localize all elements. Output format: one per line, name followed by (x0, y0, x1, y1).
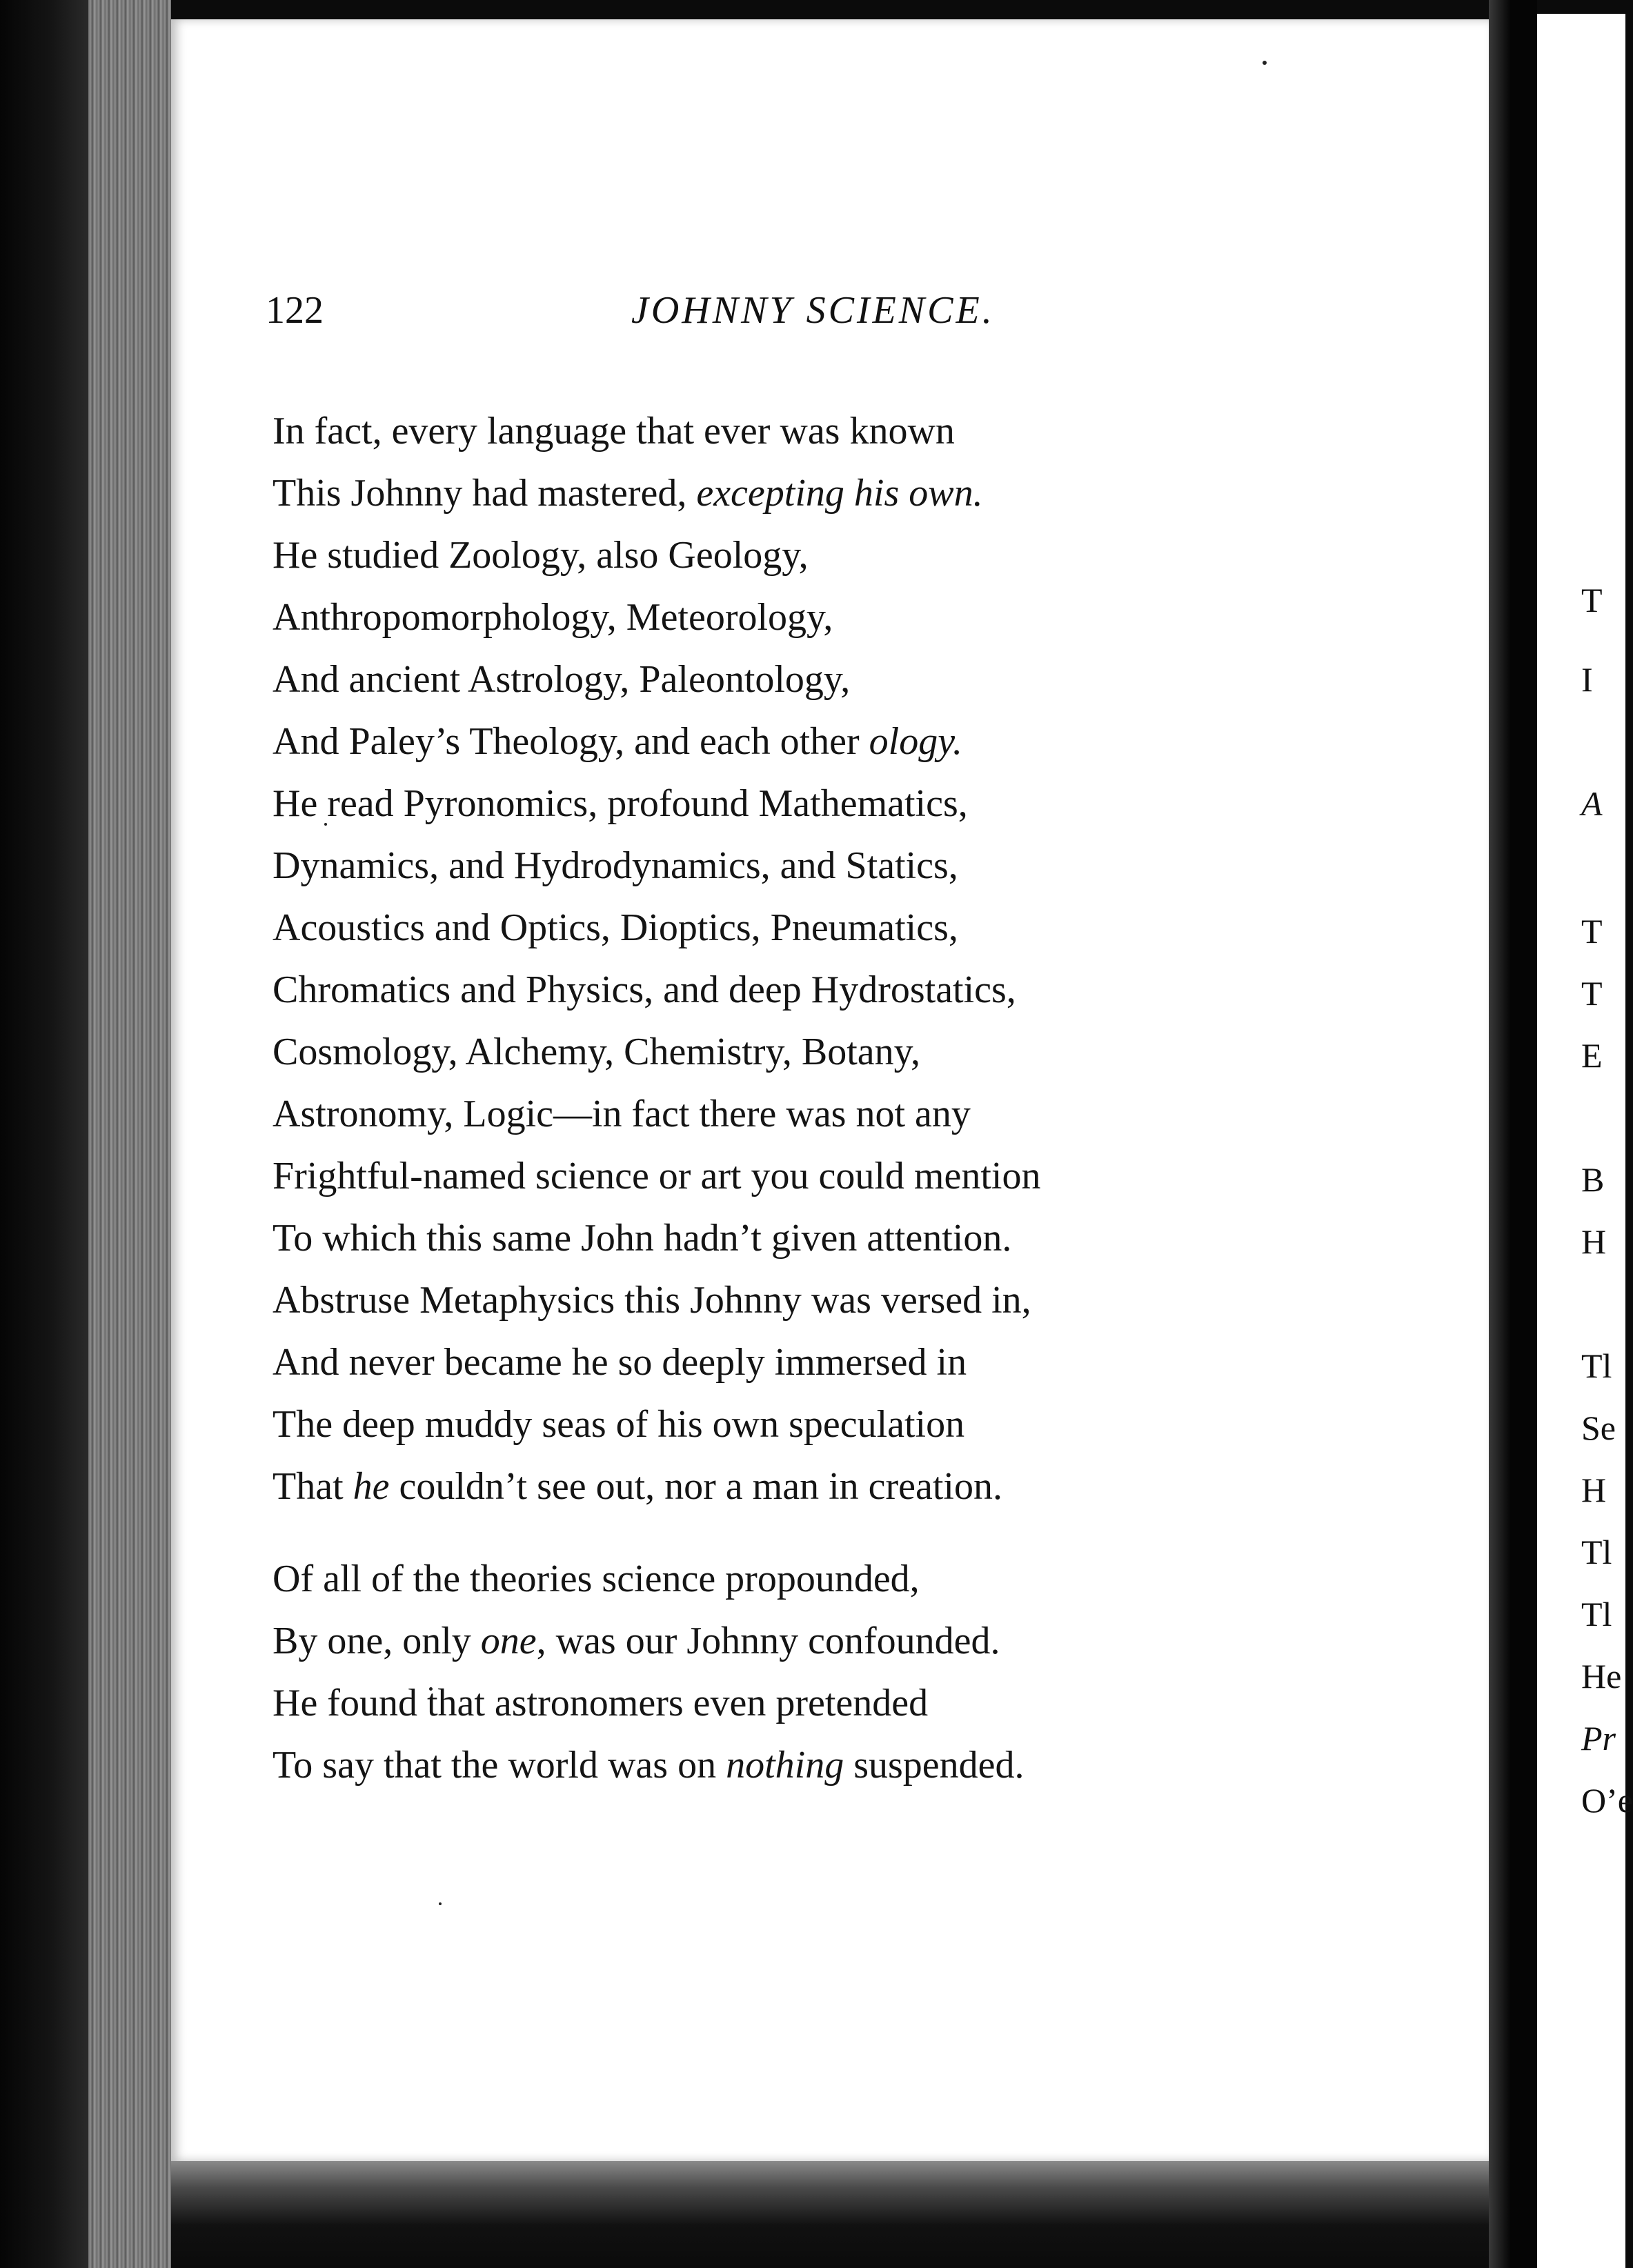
facing-page-fragment: A (1581, 784, 1603, 823)
poem-line: And never became he so deeply immersed in (273, 1341, 967, 1384)
poem-line: To which this same John hadn’t given attention. (273, 1217, 1012, 1260)
poem-line: He studied Zoology, also Geology, (273, 534, 809, 577)
facing-page-fragment: I (1581, 660, 1593, 699)
poem-line: And Paley’s Theology, and each other ology. (273, 720, 962, 763)
print-speck (1263, 61, 1267, 65)
poem-line: By one, only one, was our Johnny confounded. (273, 1620, 1000, 1662)
poem-line: And ancient Astrology, Paleontology, (273, 658, 851, 701)
poem-line: Of all of the theories science propounded, (273, 1558, 920, 1600)
facing-page-fragment: B (1581, 1160, 1605, 1199)
poem-line: Frightful-named science or art you could mention (273, 1155, 1041, 1197)
poem-line: To say that the world was on nothing suspended. (273, 1744, 1025, 1787)
page-header (266, 288, 1245, 344)
poem-line: He read Pyronomics, profound Mathematics, (273, 782, 968, 825)
book-gutter (1489, 0, 1537, 2268)
poem-line: Astronomy, Logic—in fact there was not any (273, 1093, 971, 1135)
poem-line: The deep muddy seas of his own speculation (273, 1403, 965, 1446)
poem-line: Anthropomorphology, Meteorology, (273, 596, 833, 639)
running-head-title: JOHNNY SCIENCE. (631, 289, 995, 332)
poem-line: Abstruse Metaphysics this Johnny was versed in, (273, 1279, 1031, 1322)
facing-page-fragment: Se (1581, 1409, 1616, 1447)
facing-page-fragment: O’e (1581, 1781, 1633, 1820)
book-cover-edge (0, 0, 88, 2268)
facing-page-fragment: Tl (1581, 1533, 1612, 1571)
facing-page-fragment: T (1581, 581, 1603, 619)
page-bottom-shadow (171, 2161, 1489, 2268)
facing-page-fragment: H (1581, 1471, 1607, 1509)
facing-page-fragment: T (1581, 912, 1603, 951)
poem-line: That he couldn’t see out, nor a man in creation. (273, 1465, 1002, 1508)
facing-page-fragment: Tl (1581, 1346, 1612, 1385)
facing-page-fragment: T (1581, 974, 1603, 1013)
poem-line: Chromatics and Physics, and deep Hydrostatics, (273, 968, 1016, 1011)
print-speck (439, 1902, 442, 1905)
page-edges-stack (88, 0, 171, 2268)
stanza-1 (273, 400, 1349, 1518)
poem-line: In fact, every language that ever was known (273, 410, 955, 452)
facing-page-fragment: Pr (1581, 1719, 1616, 1758)
page-number: 122 (266, 289, 324, 332)
poem-body (273, 400, 1349, 1796)
poem-line: Acoustics and Optics, Dioptics, Pneumatics, (273, 906, 958, 949)
facing-page-fragment: H (1581, 1222, 1607, 1261)
poem-line: Cosmology, Alchemy, Chemistry, Botany, (273, 1031, 920, 1073)
poem-line: This Johnny had mastered, excepting his own. (273, 472, 983, 515)
poem-line: He found that astronomers even pretended (273, 1682, 929, 1724)
facing-page-fragment: He (1581, 1657, 1622, 1695)
facing-page-fragment: E (1581, 1036, 1603, 1075)
stanza-2 (273, 1548, 1349, 1796)
facing-page-fragment: Tl (1581, 1595, 1612, 1633)
poem-line: Dynamics, and Hydrodynamics, and Statics, (273, 844, 958, 887)
facing-page-right (1537, 14, 1633, 2268)
